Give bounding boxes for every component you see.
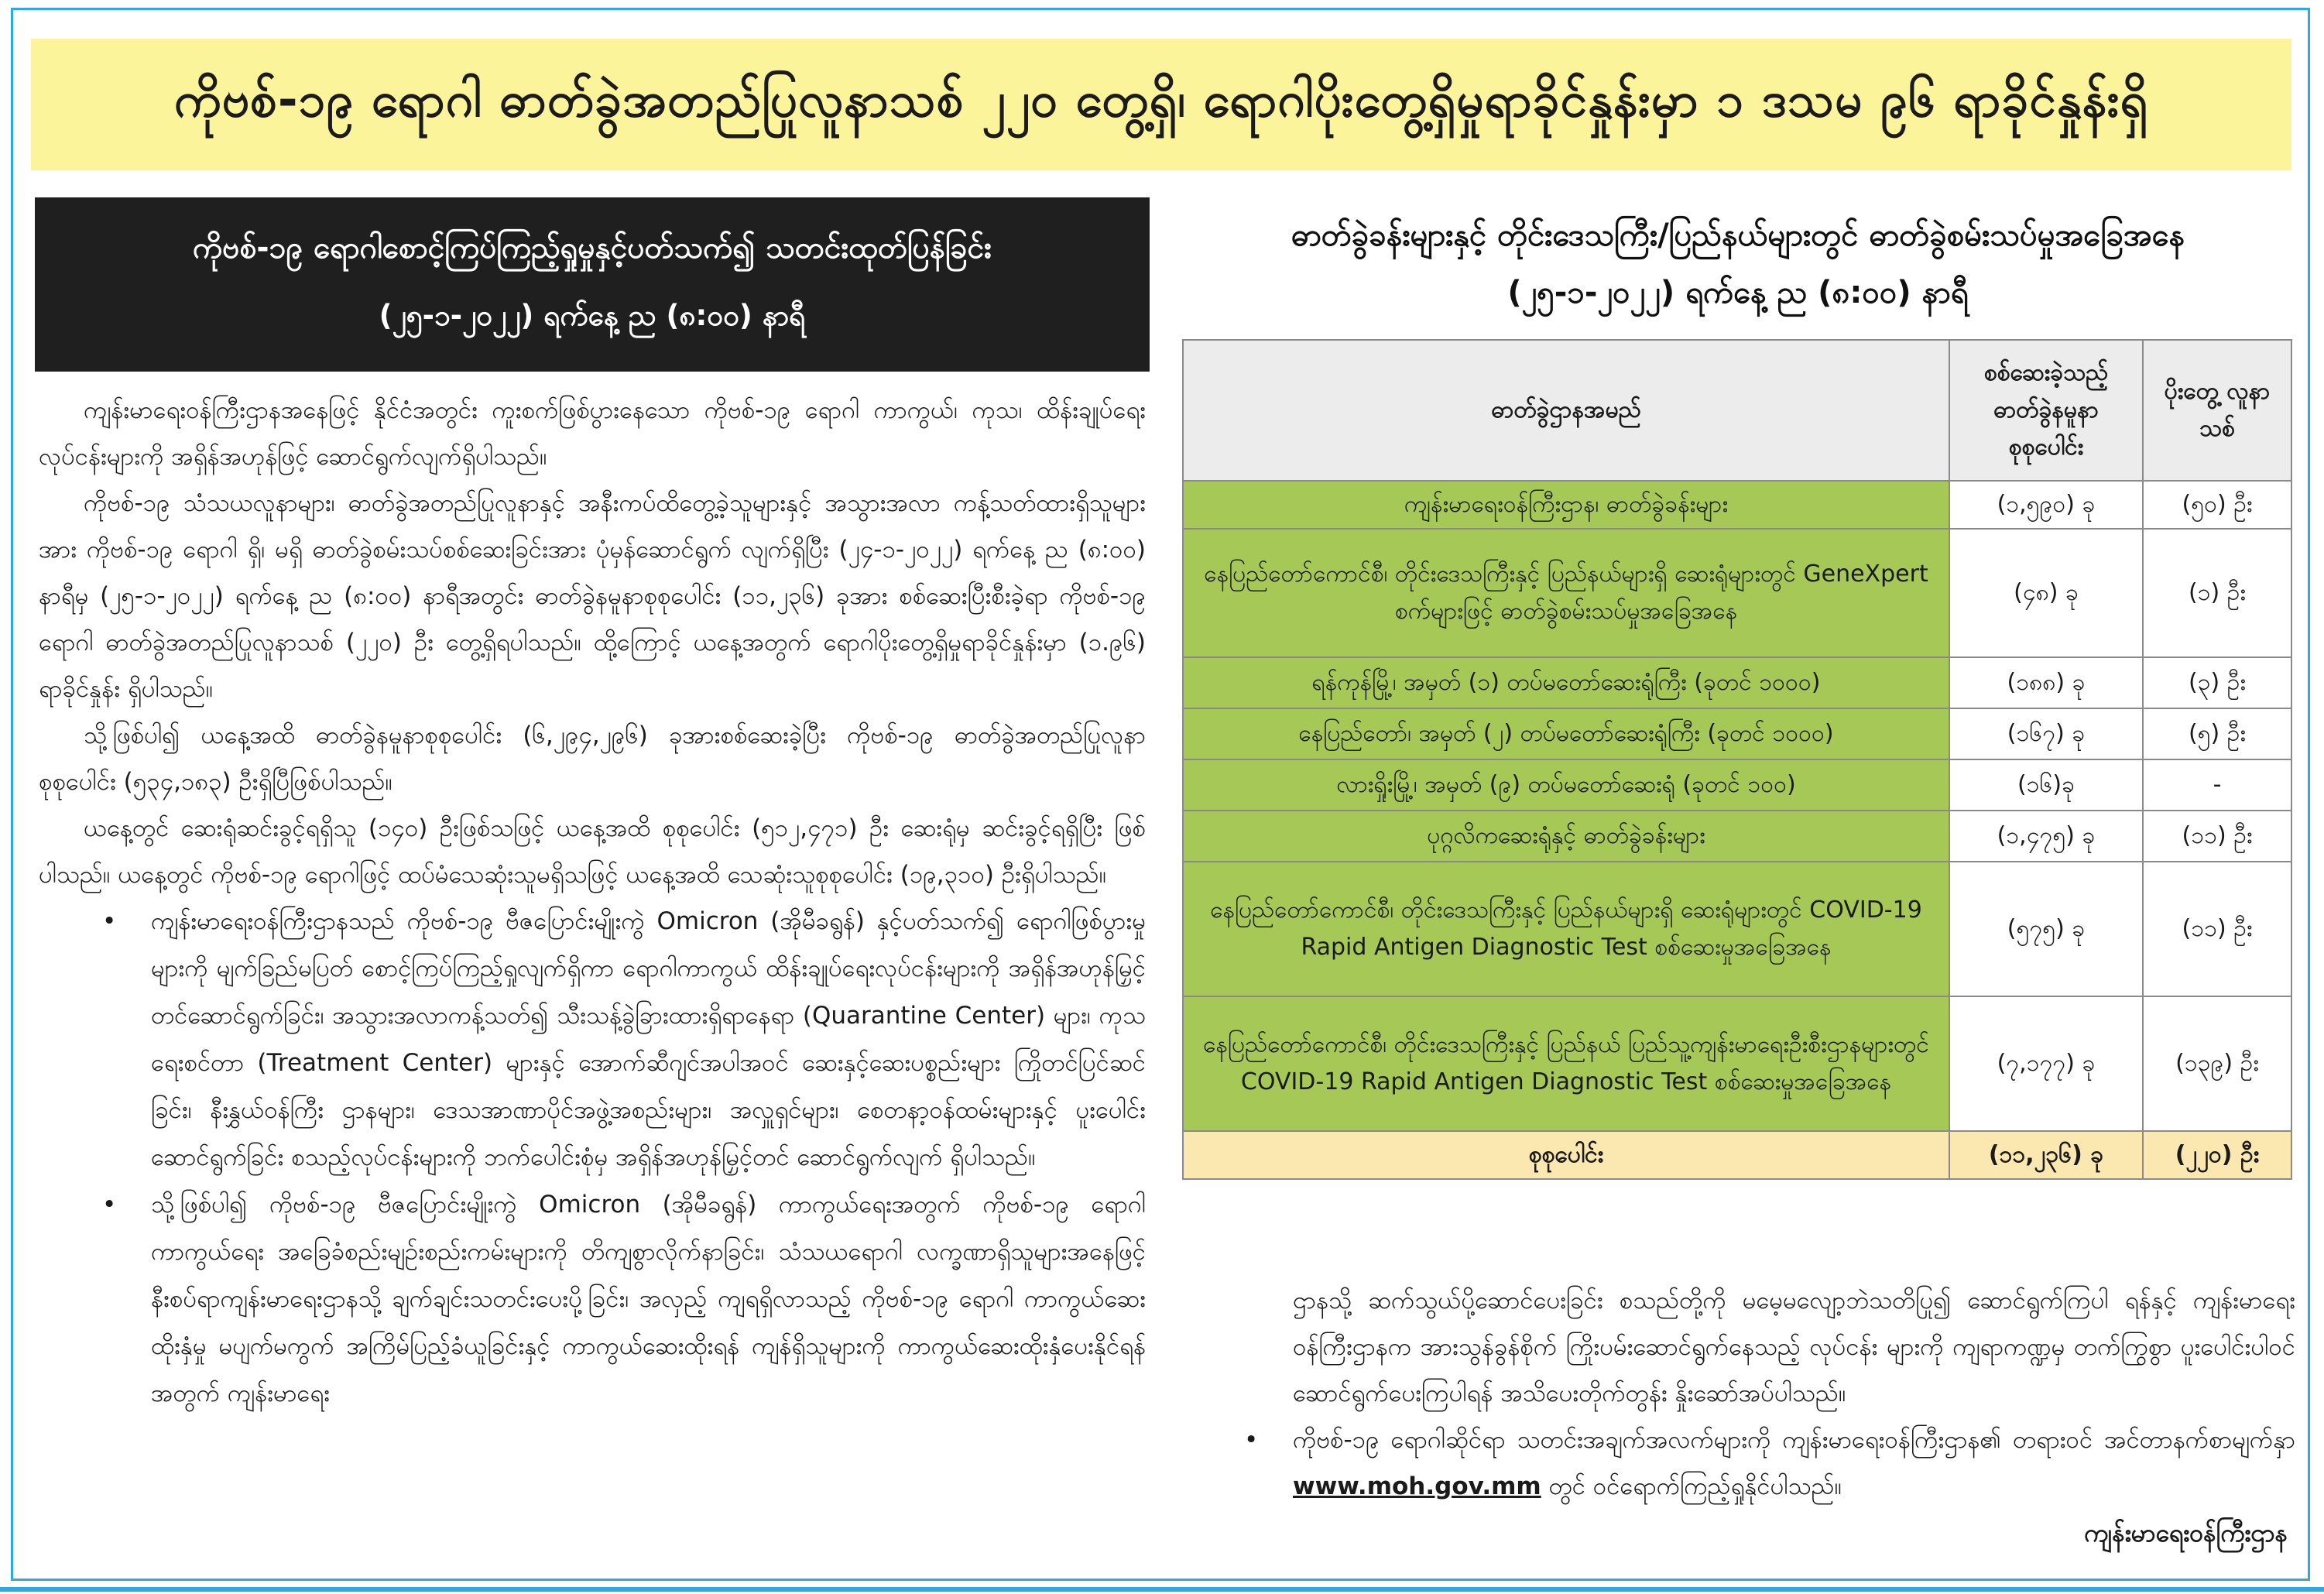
bullet-item — [1181, 1417, 2295, 1510]
paragraph: ကျန်းမာရေးဝန်ကြီးဌာနအနေဖြင့် နိုင်ငံအတွင်း ကူးစက်ဖြစ်ပွားနေသော ကိုဗစ်-၁၉ ရောဂါ ကာကွယ်၊ ကုသ၊ ထိန်းချုပ်ရေးလုပ်ငန်းများကို အရှိန်အဟုန်ဖြင့် ဆောင်ရွက်လျက်ရှိပါသည်။ — [39, 396, 1146, 471]
table-row — [1183, 996, 2291, 1131]
paragraph: ယနေ့တွင် ဆေးရုံဆင်းခွင့်ရရှိသူ (၁၄၀) ဦးဖြစ်သဖြင့် ယနေ့အထိ စုစုပေါင်း (၅၁၂,၄၇၁) ဦး ဆေးရုံမှ ဆင်းခွင့်ရရှိပြီး ဖြစ်ပါသည်။ ယနေ့တွင် ကိုဗစ်-၁၉ ရောဂါဖြင့် ထပ်မံသေဆုံးသူမရှိသဖြင့် ယနေ့အထိ သေဆုံးသူစုစုပေါင်း (၁၉,၃၁၀) ဦးရှိပါသည်။ — [39, 814, 1146, 889]
sample-count: (၁၆၇) ခု — [1949, 708, 2143, 759]
table-row — [1183, 708, 2291, 759]
left-subtitle: (၂၅-၁-၂၀၂၂) ရက်နေ့ ည (၈:၀၀) နာရီ — [379, 299, 806, 332]
table-title — [1181, 207, 2295, 321]
headline: ကိုဗစ်-၁၉ ရောဂါ ဓာတ်ခွဲအတည်ပြုလူနာသစ် ၂၂၀ တွေ့ရှိ၊ ရောဂါပိုးတွေ့ရှိမှုရာခိုင်နှုန်းမှာ ၁ ဒသမ ၉၆ ရာခိုင်နှုန်းရှိ — [31, 39, 2291, 170]
lab-name: ပုဂ္ဂလိကဆေးရုံနှင့် ဓာတ်ခွဲခန်းများ — [1183, 811, 1949, 862]
right-column — [1181, 197, 2295, 1583]
table-row — [1183, 811, 2291, 862]
left-title-box — [35, 197, 1150, 372]
total-samples: (၁၁,၂၃၆) ခု — [1949, 1131, 2143, 1179]
continued-text: ဌာနသို့ ဆက်သွယ်ပို့ဆောင်ပေးခြင်း စသည်တို့ကို မမေ့မလျော့ဘဲသတိပြု၍ ဆောင်ရွက်ကြပါ ရန်နှင့် ကျန်းမာရေးဝန်ကြီးဌာနက အားသွန်ခွန်စိုက် ကြိုးပမ်းဆောင်ရွက်နေသည့် လုပ်ငန်း များကို ကျရာကဏ္ဍမှ တက်ကြွစွာ ပူးပေါင်းပါဝင်ဆောင်ရွက်ပေးကြပါရန် အသိပေးတိုက်တွန်း နှိုးဆော်အပ်ပါသည်။ — [1293, 1287, 2295, 1407]
lab-name: ကျန်းမာရေးဝန်ကြီးဌာန၊ ဓာတ်ခွဲခန်းများ — [1183, 481, 1949, 529]
bottom-rule — [0, 1587, 2324, 1592]
right-body — [1181, 1277, 2295, 1556]
bullet-item — [39, 898, 1146, 1181]
total-label: စုစုပေါင်း — [1183, 1131, 1949, 1179]
left-column — [35, 197, 1150, 1583]
sample-count: (၄၈) ခု — [1949, 529, 2143, 657]
case-count: (၅၀) ဦး — [2143, 481, 2291, 529]
header-lab-name: ဓာတ်ခွဲဌာနအမည် — [1183, 340, 1949, 481]
sample-count: (၅၇၅) ခု — [1949, 862, 2143, 996]
table-row — [1183, 529, 2291, 657]
table-header-row — [1183, 340, 2291, 481]
case-count: (၃) ဦး — [2143, 657, 2291, 708]
bullet-item — [39, 1181, 1146, 1417]
bullet-text: သို့ဖြစ်ပါ၍ ကိုဗစ်-၁၉ ဗီဇပြောင်းမျိုးကွဲ Omicron (အိုမီခရွန်) ကာကွယ်ရေးအတွက် ကိုဗစ်-၁၉ ရောဂါ ကာကွယ်ရေး အခြေခံစည်းမျဉ်းစည်းကမ်းများကို တိကျစွာလိုက်နာခြင်း၊ သံသယရောဂါ လက္ခဏာရှိသူများအနေဖြင့် နီးစပ်ရာကျန်းမာရေးဌာနသို့ ချက်ချင်းသတင်းပေးပို့ခြင်း၊ အလှည့် ကျရရှိလာသည့် ကိုဗစ်-၁၉ ရောဂါ ကာကွယ်ဆေးထိုးနှံမှု မပျက်မကွက် အကြိမ်ပြည့်ခံယူခြင်းနှင့် ကာကွယ်ဆေးထိုးရန် ကျန်ရှိသူများကို ကာကွယ်ဆေးထိုးနှံပေးနိုင်ရန်အတွက် ကျန်းမာရေး — [151, 1191, 1146, 1407]
case-count: (၁၃၉) ဦး — [2143, 996, 2291, 1131]
left-body — [35, 387, 1150, 1417]
bullet-dot-icon: • — [102, 1191, 117, 1219]
bullet-dot-icon: • — [1244, 1426, 1259, 1454]
sample-count: (၁၈၈) ခု — [1949, 657, 2143, 708]
case-count: (၅) ဦး — [2143, 708, 2291, 759]
table-total-row — [1183, 1131, 2291, 1179]
paragraph: ကိုဗစ်-၁၉ သံသယလူနာများ၊ ဓာတ်ခွဲအတည်ပြုလူနာနှင့် အနီးကပ်ထိတွေ့ခဲ့သူများနှင့် အသွားအလာ ကန့်သတ်ထားရှိသူများအား ကိုဗစ်-၁၉ ရောဂါ ရှိ၊ မရှိ ဓာတ်ခွဲစမ်းသပ်စစ်ဆေးခြင်းအား ပုံမှန်ဆောင်ရွက် လျက်ရှိပြီး (၂၄-၁-၂၀၂၂) ရက်နေ့ ည (၈:၀၀) နာရီမှ (၂၅-၁-၂၀၂၂) ရက်နေ့ ည (၈:၀၀) နာရီအတွင်း ဓာတ်ခွဲနမူနာစုစုပေါင်း (၁၁,၂၃၆) ခုအား စစ်ဆေးပြီးစီးခဲ့ရာ ကိုဗစ်-၁၉ ရောဂါ ဓာတ်ခွဲအတည်ပြုလူနာသစ် (၂၂၀) ဦး တွေ့ရှိရပါသည်။ ထို့ကြောင့် ယနေ့အတွက် ရောဂါပိုးတွေ့ရှိမှုရာခိုင်နှုန်းမှာ (၁.၉၆) ရာခိုင်နှုန်း ရှိပါသည်။ — [39, 489, 1146, 703]
bullet-list — [39, 898, 1146, 1417]
table-title-line-2: (၂၅-၁-၂၀၂၂) ရက်နေ့ ည (၈:၀၀) နာရီ — [1507, 275, 1969, 310]
case-count: (၁) ဦး — [2143, 529, 2291, 657]
table-row — [1183, 481, 2291, 529]
lab-results-table — [1182, 339, 2292, 1180]
bullet-text-after-link: တွင် ဝင်ရောက်ကြည့်ရှုနိုင်ပါသည်။ — [1548, 1472, 1842, 1500]
sample-count: (၁,၄၇၅) ခု — [1949, 811, 2143, 862]
sample-count: (၁၆)ခု — [1949, 759, 2143, 811]
lab-table-wrap — [1182, 339, 2291, 1180]
lab-name: ရန်ကုန်မြို့၊ အမှတ် (၁) တပ်မတော်ဆေးရုံကြီး (ခုတင် ၁၀၀၀) — [1183, 657, 1949, 708]
case-count: (၁၁) ဦး — [2143, 811, 2291, 862]
moh-website-link[interactable]: www.moh.gov.mm — [1293, 1472, 1541, 1500]
paragraph: သို့ဖြစ်ပါ၍ ယနေ့အထိ ဓာတ်ခွဲနမူနာစုစုပေါင်း (၆,၂၉၄,၂၉၆) ခုအားစစ်ဆေးခဲ့ပြီး ကိုဗစ်-၁၉ ဓာတ်ခွဲအတည်ပြုလူနာ စုစုပေါင်း (၅၃၄,၁၈၃) ဦးရှိပြီဖြစ်ပါသည်။ — [39, 722, 1146, 796]
bullet-text: ကျန်းမာရေးဝန်ကြီးဌာနသည် ကိုဗစ်-၁၉ ဗီဇပြောင်းမျိုးကွဲ Omicron (အိုမီခရွန်) နှင့်ပတ်သက်၍ ရောဂါဖြစ်ပွားမှုများကို မျက်ခြည်မပြတ် စောင့်ကြပ်ကြည့်ရှုလျက်ရှိကာ ရောဂါကာကွယ် ထိန်းချုပ်ရေးလုပ်ငန်းများကို အရှိန်အဟုန်မြှင့်တင်ဆောင်ရွက်ခြင်း၊ အသွားအလာကန့်သတ်၍ သီးသန့်ခွဲခြားထားရှိရာနေရာ (Quarantine Center) များ၊ ကုသရေးစင်တာ (Treatment Center) များနှင့် အောက်ဆီဂျင်အပါအဝင် ဆေးနှင့်ဆေးပစ္စည်းများ ကြိုတင်ပြင်ဆင်ခြင်း၊ နီးနွှယ်ဝန်ကြီး ဌာနများ၊ ဒေသအာဏာပိုင်အဖွဲ့အစည်းများ၊ အလှူရှင်များ၊ စေတနာ့ဝန်ထမ်းများနှင့် ပူးပေါင်း ဆောင်ရွက်ခြင်း စသည့်လုပ်ငန်းများကို ဘက်ပေါင်းစုံမှ အရှိန်အဟုန်မြှင့်တင် ဆောင်ရွက်လျက် ရှိပါသည်။ — [151, 907, 1146, 1171]
signoff: ကျန်းမာရေးဝန်ကြီးဌာန — [2083, 1518, 2288, 1548]
lab-name: နေပြည်တော်ကောင်စီ၊ တိုင်းဒေသကြီးနှင့် ပြည်နယ် ပြည်သူ့ကျန်းမာရေးဦးစီးဌာနများတွင် COVID-19 Rapid Antigen Diagnostic Test စစ်ဆေးမှုအခြေအနေ — [1183, 996, 1949, 1131]
bullet-dot-icon: • — [102, 907, 117, 935]
table-row — [1183, 759, 2291, 811]
case-count: - — [2143, 759, 2291, 811]
header-cases: ပိုးတွေ့ လူနာသစ် — [2143, 340, 2291, 481]
case-count: (၁၁) ဦး — [2143, 862, 2291, 996]
lab-name: နေပြည်တော်ကောင်စီ၊ တိုင်းဒေသကြီးနှင့် ပြည်နယ်များရှိ ဆေးရုံများတွင် COVID-19 Rapid Antigen Diagnostic Test စစ်ဆေးမှုအခြေအနေ — [1183, 862, 1949, 996]
lab-name: နေပြည်တော်၊ အမှတ် (၂) တပ်မတော်ဆေးရုံကြီး (ခုတင် ၁၀၀၀) — [1183, 708, 1949, 759]
header-samples: စစ်ဆေးခဲ့သည့် ဓာတ်ခွဲနမူနာ စုစုပေါင်း — [1949, 340, 2143, 481]
lab-name: လားရှိုးမြို့၊ အမှတ် (၉) တပ်မတော်ဆေးရုံ (ခုတင် ၁၀၀) — [1183, 759, 1949, 811]
table-title-line-1: ဓာတ်ခွဲခန်းများနှင့် တိုင်းဒေသကြီး/ပြည်နယ်များတွင် ဓာတ်ခွဲစမ်းသပ်မှုအခြေအနေ — [1291, 218, 2185, 253]
sample-count: (၇,၁၇၇) ခု — [1949, 996, 2143, 1131]
bullet-text-before-link: ကိုဗစ်-၁၉ ရောဂါဆိုင်ရာ သတင်းအချက်အလက်များကို ကျန်းမာရေးဝန်ကြီးဌာန၏ တရားဝင် အင်တာနက်စာမျက်နှာ — [1293, 1426, 2295, 1454]
lab-name: နေပြည်တော်ကောင်စီ၊ တိုင်းဒေသကြီးနှင့် ပြည်နယ်များရှိ ဆေးရုံများတွင် GeneXpert စက်များဖြင့် ဓာတ်ခွဲစမ်းသပ်မှုအခြေအနေ — [1183, 529, 1949, 657]
table-row — [1183, 657, 2291, 708]
sample-count: (၁,၅၉၀) ခု — [1949, 481, 2143, 529]
left-title: ကိုဗစ်-၁၉ ရောဂါစောင့်ကြပ်ကြည့်ရှုမှုနှင့်ပတ်သက်၍ သတင်းထုတ်ပြန်ခြင်း — [193, 231, 992, 266]
table-row — [1183, 862, 2291, 996]
total-cases: (၂၂၀) ဦး — [2143, 1131, 2291, 1179]
